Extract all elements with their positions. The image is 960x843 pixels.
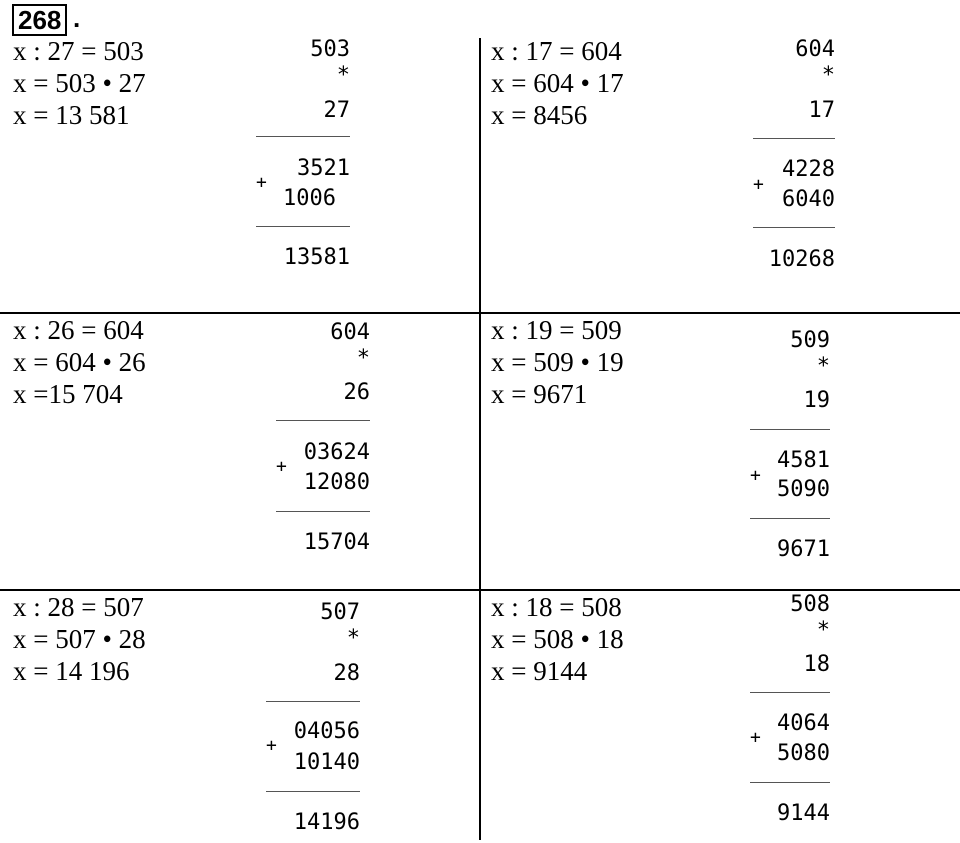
column-rule bbox=[266, 791, 360, 792]
multiplier: 18 bbox=[803, 652, 830, 677]
equation-line: x : 27 = 503 bbox=[13, 36, 144, 66]
column-multiplication bbox=[250, 0, 360, 843]
equation-line: x = 604 • 26 bbox=[13, 347, 146, 377]
product-result: 10268 bbox=[768, 247, 835, 272]
equation-line: x : 26 = 604 bbox=[13, 315, 144, 345]
multiplier: 28 bbox=[333, 661, 360, 686]
plus-sign: + bbox=[750, 465, 761, 486]
column-multiplication bbox=[730, 0, 830, 843]
partial-product: 4581 bbox=[777, 448, 830, 473]
plus-sign: + bbox=[266, 735, 277, 756]
multiplier: 26 bbox=[343, 380, 370, 405]
partial-product: 03624 bbox=[303, 440, 370, 465]
equation-line: x = 509 • 19 bbox=[491, 347, 624, 377]
equation-line: x : 18 = 508 bbox=[491, 592, 622, 622]
product-result: 9144 bbox=[777, 801, 830, 826]
plus-sign: + bbox=[256, 172, 267, 193]
partial-product: 5090 bbox=[777, 477, 830, 502]
multiplier: 17 bbox=[808, 98, 835, 123]
equation-line: x = 13 581 bbox=[13, 100, 130, 130]
multiplicand: 507 bbox=[320, 600, 360, 625]
multiply-sign: * bbox=[821, 63, 835, 88]
multiplicand: 508 bbox=[790, 592, 830, 617]
partial-product: 4228 bbox=[782, 157, 835, 182]
plus-sign: + bbox=[750, 727, 761, 748]
product-result: 15704 bbox=[303, 530, 370, 555]
plus-sign: + bbox=[753, 174, 764, 195]
equation-line: x = 604 • 17 bbox=[491, 68, 624, 98]
equation-line: x = 8456 bbox=[491, 100, 588, 130]
equation-line: x = 9144 bbox=[491, 656, 588, 686]
partial-product: 4064 bbox=[777, 711, 830, 736]
partial-product: 6040 bbox=[782, 187, 835, 212]
partial-product: 12080 bbox=[303, 470, 370, 495]
multiplicand: 604 bbox=[330, 320, 370, 345]
multiply-sign: * bbox=[346, 626, 360, 651]
partial-product: 5080 bbox=[777, 741, 830, 766]
equation-line: x : 28 = 507 bbox=[13, 592, 144, 622]
equation-line: x = 508 • 18 bbox=[491, 624, 624, 654]
column-rule bbox=[266, 701, 360, 702]
exercise-number: 268 bbox=[12, 4, 67, 36]
equation-line: x = 503 • 27 bbox=[13, 68, 146, 98]
multiplier: 27 bbox=[323, 98, 350, 123]
multiply-sign: * bbox=[816, 618, 830, 643]
equation-line: x : 19 = 509 bbox=[491, 315, 622, 345]
equation-line: x : 17 = 604 bbox=[491, 36, 622, 66]
partial-product: 3521 bbox=[297, 156, 350, 181]
multiplier: 19 bbox=[803, 388, 830, 413]
multiply-sign: * bbox=[356, 346, 370, 371]
partial-product: 10140 bbox=[293, 750, 360, 775]
exercise-number-dot: . bbox=[73, 3, 81, 33]
plus-sign: + bbox=[276, 456, 287, 477]
equation-line: x = 9671 bbox=[491, 379, 588, 409]
equation-line: x =15 704 bbox=[13, 379, 123, 409]
divider-vertical bbox=[479, 38, 481, 840]
multiplicand: 509 bbox=[790, 328, 830, 353]
product-result: 13581 bbox=[283, 245, 350, 270]
multiplicand: 503 bbox=[310, 37, 350, 62]
multiply-sign: * bbox=[816, 354, 830, 379]
product-result: 14196 bbox=[293, 810, 360, 835]
column-rule bbox=[750, 782, 830, 783]
product-result: 9671 bbox=[777, 537, 830, 562]
column-rule bbox=[750, 692, 830, 693]
multiply-sign: * bbox=[336, 63, 350, 88]
equation-line: x = 14 196 bbox=[13, 656, 130, 686]
equation-line: x = 507 • 28 bbox=[13, 624, 146, 654]
partial-product: 1006 bbox=[283, 186, 336, 211]
multiplicand: 604 bbox=[795, 37, 835, 62]
partial-product: 04056 bbox=[293, 719, 360, 744]
